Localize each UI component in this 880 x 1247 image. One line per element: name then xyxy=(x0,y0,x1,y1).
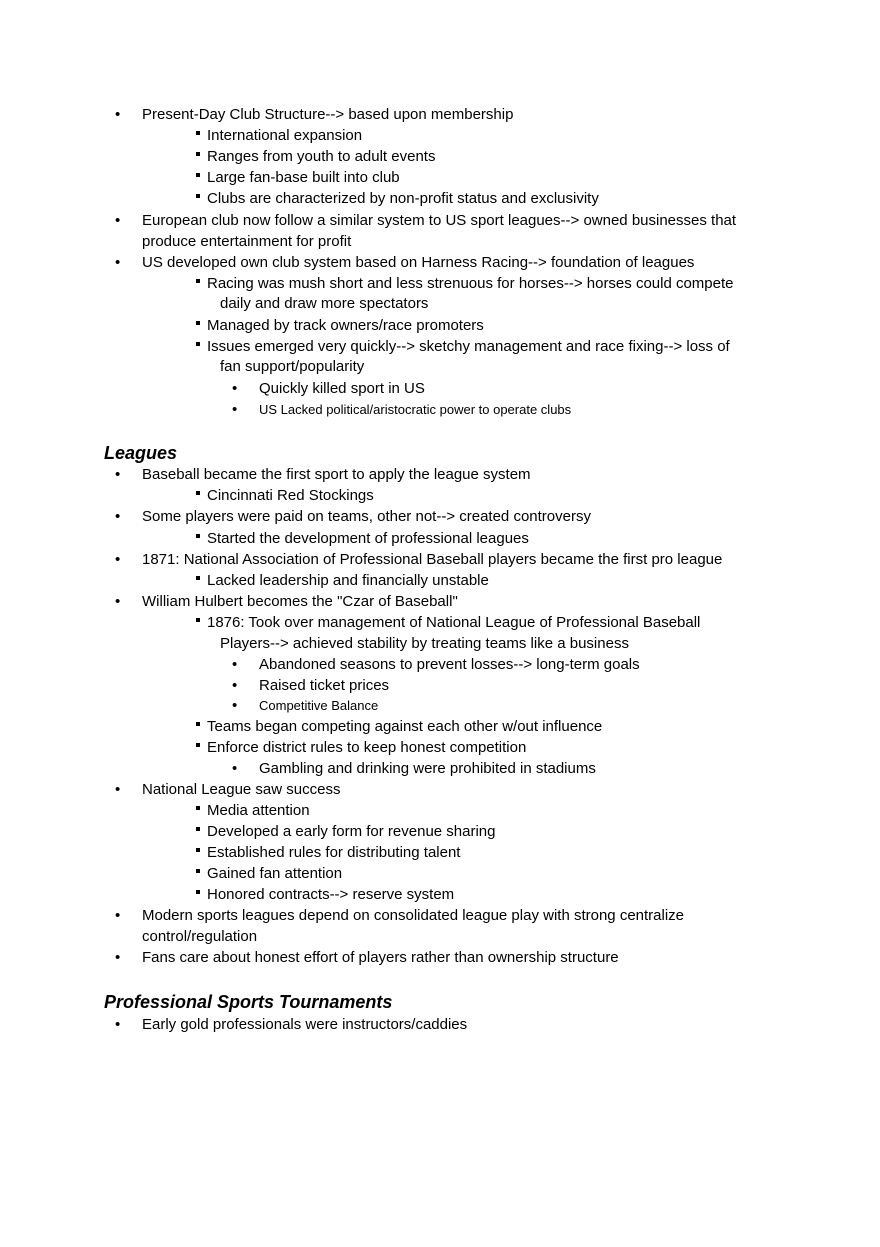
square-bullet xyxy=(196,869,200,873)
square-bullet xyxy=(196,131,200,135)
list-item: Managed by track owners/race promoters xyxy=(207,317,484,334)
square-bullet xyxy=(196,342,200,346)
bullet-dot: • xyxy=(115,593,121,610)
square-bullet xyxy=(196,534,200,538)
list-item: Teams began competing against each other w/out influence xyxy=(207,718,603,735)
square-bullet xyxy=(196,890,200,894)
list-item-continuation: produce entertainment for profit xyxy=(142,233,352,250)
bullet-dot: • xyxy=(115,508,121,525)
bullet-dot: • xyxy=(232,760,238,777)
square-bullet xyxy=(196,743,200,747)
section-heading: Leagues xyxy=(104,443,178,463)
list-item: Large fan-base built into club xyxy=(207,169,400,186)
square-bullet xyxy=(196,722,200,726)
list-item: Early gold professionals were instructors/caddies xyxy=(142,1016,468,1033)
square-bullet xyxy=(196,194,200,198)
list-item: Lacked leadership and financially unstable xyxy=(207,572,489,589)
bullet-dot: • xyxy=(115,1016,121,1033)
bullet-dot: • xyxy=(115,254,121,271)
list-item: European club now follow a similar system to US sport leagues--> owned businesses that xyxy=(142,212,737,229)
list-item: Cincinnati Red Stockings xyxy=(207,487,374,504)
list-item: 1871: National Association of Professional Baseball players became the first pro league xyxy=(142,551,723,568)
list-item: Quickly killed sport in US xyxy=(259,380,425,397)
bullet-dot: • xyxy=(115,466,121,483)
list-item: Fans care about honest effort of players rather than ownership structure xyxy=(142,949,619,966)
section-heading: Professional Sports Tournaments xyxy=(104,992,393,1012)
list-item: Issues emerged very quickly--> sketchy management and race fixing--> loss of xyxy=(207,338,730,355)
square-bullet xyxy=(196,321,200,325)
bullet-dot: • xyxy=(115,106,121,123)
bullet-dot: • xyxy=(232,656,238,673)
square-bullet xyxy=(196,806,200,810)
list-item: Started the development of professional leagues xyxy=(207,530,529,547)
list-item: Some players were paid on teams, other not--> created controversy xyxy=(142,508,591,525)
list-item-continuation: control/regulation xyxy=(142,928,258,945)
square-bullet xyxy=(196,576,200,580)
list-item: Modern sports leagues depend on consolidated league play with strong centralize xyxy=(142,907,685,924)
bullet-dot: • xyxy=(115,781,121,798)
square-bullet xyxy=(196,618,200,622)
bullet-dot: • xyxy=(232,380,238,397)
square-bullet xyxy=(196,279,200,283)
list-item: Media attention xyxy=(207,802,310,819)
square-bullet xyxy=(196,848,200,852)
list-item-continuation: fan support/popularity xyxy=(220,358,365,375)
list-item: Clubs are characterized by non-profit status and exclusivity xyxy=(207,190,599,207)
square-bullet xyxy=(196,152,200,156)
square-bullet xyxy=(196,491,200,495)
bullet-dot: • xyxy=(232,697,238,714)
list-item: US developed own club system based on Harness Racing--> foundation of leagues xyxy=(142,254,695,271)
list-item: Established rules for distributing talent xyxy=(207,844,461,861)
bullet-dot: • xyxy=(232,677,238,694)
list-item: Enforce district rules to keep honest competition xyxy=(207,739,527,756)
list-item-continuation: daily and draw more spectators xyxy=(220,295,429,312)
list-item: Gained fan attention xyxy=(207,865,343,882)
list-item: Honored contracts--> reserve system xyxy=(207,886,455,903)
list-item: Baseball became the first sport to apply the league system xyxy=(142,466,531,483)
bullet-dot: • xyxy=(115,212,121,229)
bullet-dot: • xyxy=(115,907,121,924)
square-bullet xyxy=(196,173,200,177)
list-item-continuation: Players--> achieved stability by treating teams like a business xyxy=(220,635,629,652)
list-item: Competitive Balance xyxy=(259,698,379,713)
list-item: National League saw success xyxy=(142,781,341,798)
list-item: 1876: Took over management of National League of Professional Baseball xyxy=(207,614,701,631)
list-item: Developed a early form for revenue sharing xyxy=(207,823,496,840)
square-bullet xyxy=(196,827,200,831)
bullet-dot: • xyxy=(115,949,121,966)
list-item: Present-Day Club Structure--> based upon membership xyxy=(142,106,514,123)
list-item: US Lacked political/aristocratic power to operate clubs xyxy=(259,402,572,417)
bullet-dot: • xyxy=(115,551,121,568)
list-item: Racing was mush short and less strenuous for horses--> horses could compete xyxy=(207,275,734,292)
bullet-dot: • xyxy=(232,401,238,418)
list-item: Raised ticket prices xyxy=(259,677,390,694)
list-item: Gambling and drinking were prohibited in stadiums xyxy=(259,760,596,777)
list-item: International expansion xyxy=(207,127,363,144)
list-item: Abandoned seasons to prevent losses--> long-term goals xyxy=(259,656,640,673)
list-item: Ranges from youth to adult events xyxy=(207,148,436,165)
list-item: William Hulbert becomes the "Czar of Baseball" xyxy=(142,593,458,610)
